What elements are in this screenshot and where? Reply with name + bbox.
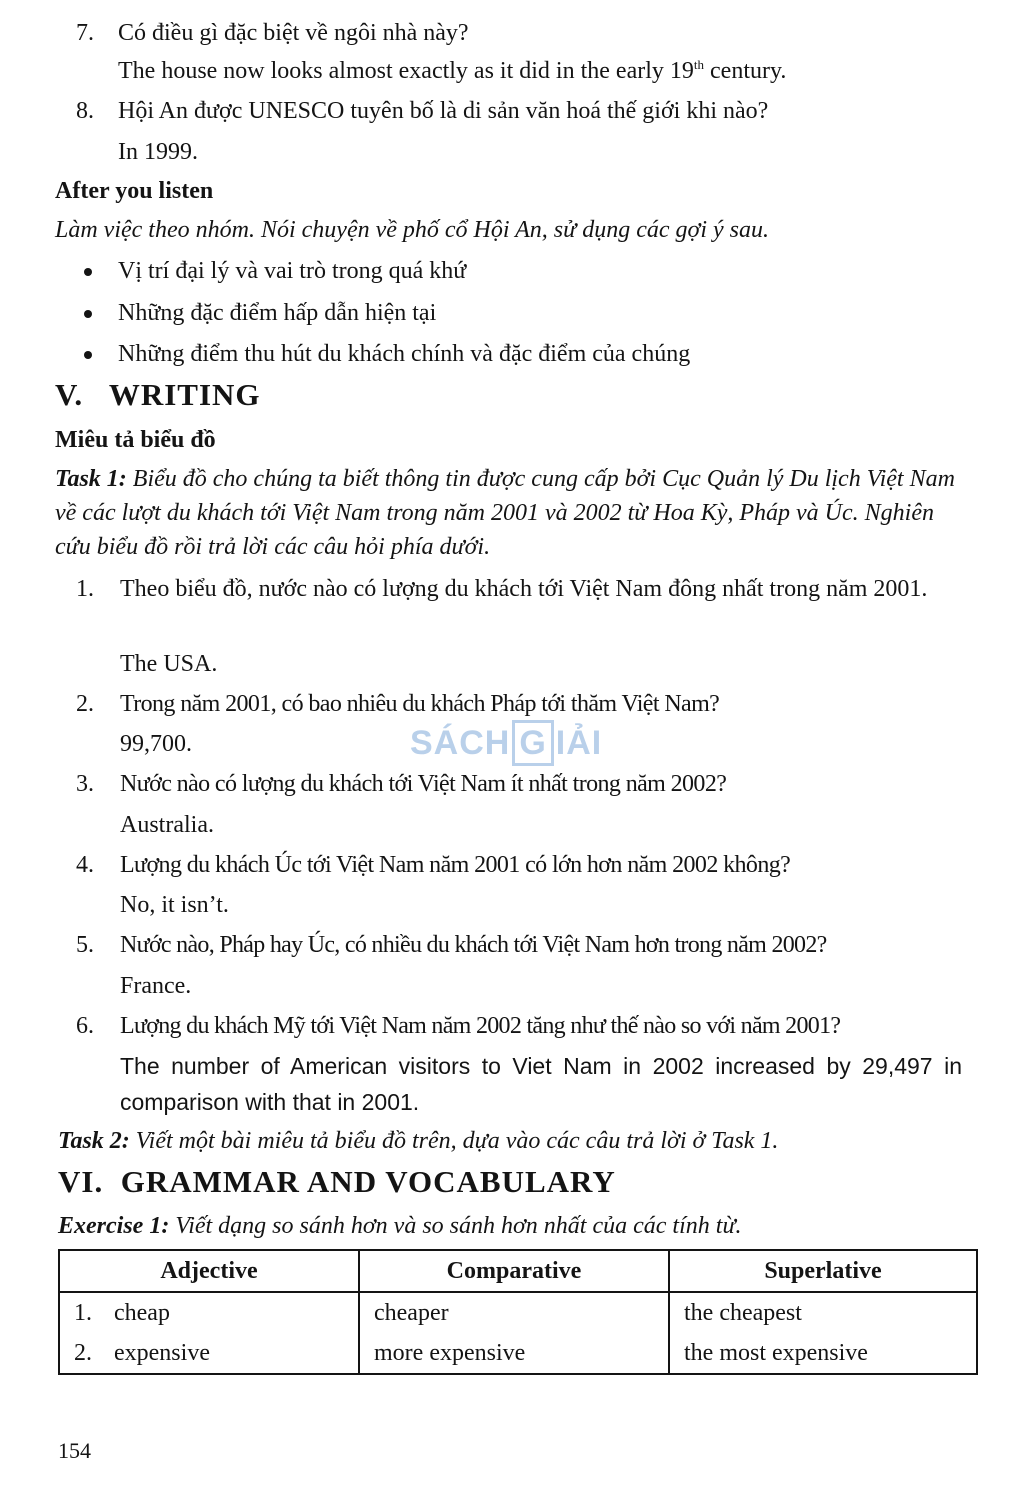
bullet-icon (84, 351, 92, 359)
section-title-writing: V. WRITING (55, 377, 261, 412)
question-number: 8. (76, 98, 94, 124)
bullet-icon (84, 268, 92, 276)
bullet-item: Vị trí đại lý và vai trò trong quá khứ (118, 258, 467, 284)
table-cell-adjective: 2. expensive (59, 1333, 359, 1374)
answer-text: France. (120, 973, 192, 999)
column-header: Comparative (359, 1250, 669, 1292)
bullet-item: Những điểm thu hút du khách chính và đặc điểm của chúng (118, 341, 691, 367)
table-cell-superlative: the cheapest (669, 1292, 977, 1333)
answer-text: 99,700. (120, 731, 192, 757)
task2-description: Task 2: Viết một bài miêu tả biểu đồ trên, dựa vào các câu trả lời ở Task 1. (58, 1128, 779, 1154)
question-text: Có điều gì đặc biệt về ngôi nhà này? (118, 20, 469, 46)
answer-text: Australia. (120, 812, 214, 838)
watermark-logo: SÁCH G IẢI (410, 718, 602, 768)
task1-description: Task 1: Biểu đồ cho chúng ta biết thông tin được cung cấp bởi Cục Quản lý Du lịch Việt Nam về các lượt du khách tới Việt Nam trong năm 2001 và 2002 từ Hoa Kỳ, Pháp và Úc. Nghiên cứu biểu đồ rồi trả lời các câu hỏi phía dưới. (55, 466, 955, 560)
answer-text: The house now looks almost exactly as it did in the early 19th century. (118, 57, 787, 84)
table-header-row (59, 1250, 977, 1292)
bullet-item: Những đặc điểm hấp dẫn hiện tại (118, 300, 437, 326)
page-number: 154 (58, 1438, 91, 1463)
table-cell-comparative: cheaper (359, 1292, 669, 1333)
instruction-text: Làm việc theo nhóm. Nói chuyện về phố cổ Hội An, sử dụng các gợi ý sau. (55, 217, 769, 243)
question-text: Lượng du khách Úc tới Việt Nam năm 2001 có lớn hơn năm 2002 không? (120, 852, 791, 878)
question-text: Lượng du khách Mỹ tới Việt Nam năm 2002 tăng như thế nào so với năm 2001? (120, 1013, 841, 1039)
answer-text: No, it isn’t. (120, 892, 229, 918)
question-text: Nước nào, Pháp hay Úc, có nhiều du khách tới Việt Nam hơn trong năm 2002? (120, 932, 827, 958)
column-header: Superlative (669, 1250, 977, 1292)
exercise1-description: Exercise 1: Viết dạng so sánh hơn và so sánh hơn nhất của các tính từ. (58, 1213, 742, 1239)
question-number: 7. (76, 20, 94, 46)
comparison-table (58, 1249, 978, 1375)
section-subheading: Miêu tả biểu đồ (55, 427, 216, 453)
table-cell-comparative: more expensive (359, 1333, 669, 1374)
question-text: Trong năm 2001, có bao nhiêu du khách Pháp tới thăm Việt Nam? (120, 691, 720, 717)
table-cell-superlative: the most expensive (669, 1333, 977, 1374)
question-text: Theo biểu đồ, nước nào có lượng du khách tới Việt Nam đông nhất trong năm 2001. (120, 576, 928, 602)
question-text: Nước nào có lượng du khách tới Việt Nam ít nhất trong năm 2002? (120, 771, 727, 797)
answer-text: In 1999. (118, 139, 198, 165)
section-heading: After you listen (55, 178, 214, 204)
column-header: Adjective (59, 1250, 359, 1292)
bullet-icon (84, 310, 92, 318)
section-title-grammar: VI. GRAMMAR AND VOCABULARY (58, 1164, 616, 1199)
table-row (59, 1333, 977, 1374)
question-number: 3. (76, 771, 94, 797)
answer-text: The number of American visitors to Viet Nam in 2002 increased by 29,497 in comparison with that in 2001. (120, 1053, 962, 1115)
question-text: Hội An được UNESCO tuyên bố là di sản văn hoá thế giới khi nào? (118, 98, 769, 124)
question-number: 6. (76, 1013, 94, 1039)
question-number: 4. (76, 852, 94, 878)
question-number: 2. (76, 691, 94, 717)
table-row (59, 1292, 977, 1333)
answer-text: The USA. (120, 651, 218, 677)
question-number: 5. (76, 932, 94, 958)
question-number: 1. (76, 576, 94, 602)
table-cell-adjective: 1. cheap (59, 1292, 359, 1333)
